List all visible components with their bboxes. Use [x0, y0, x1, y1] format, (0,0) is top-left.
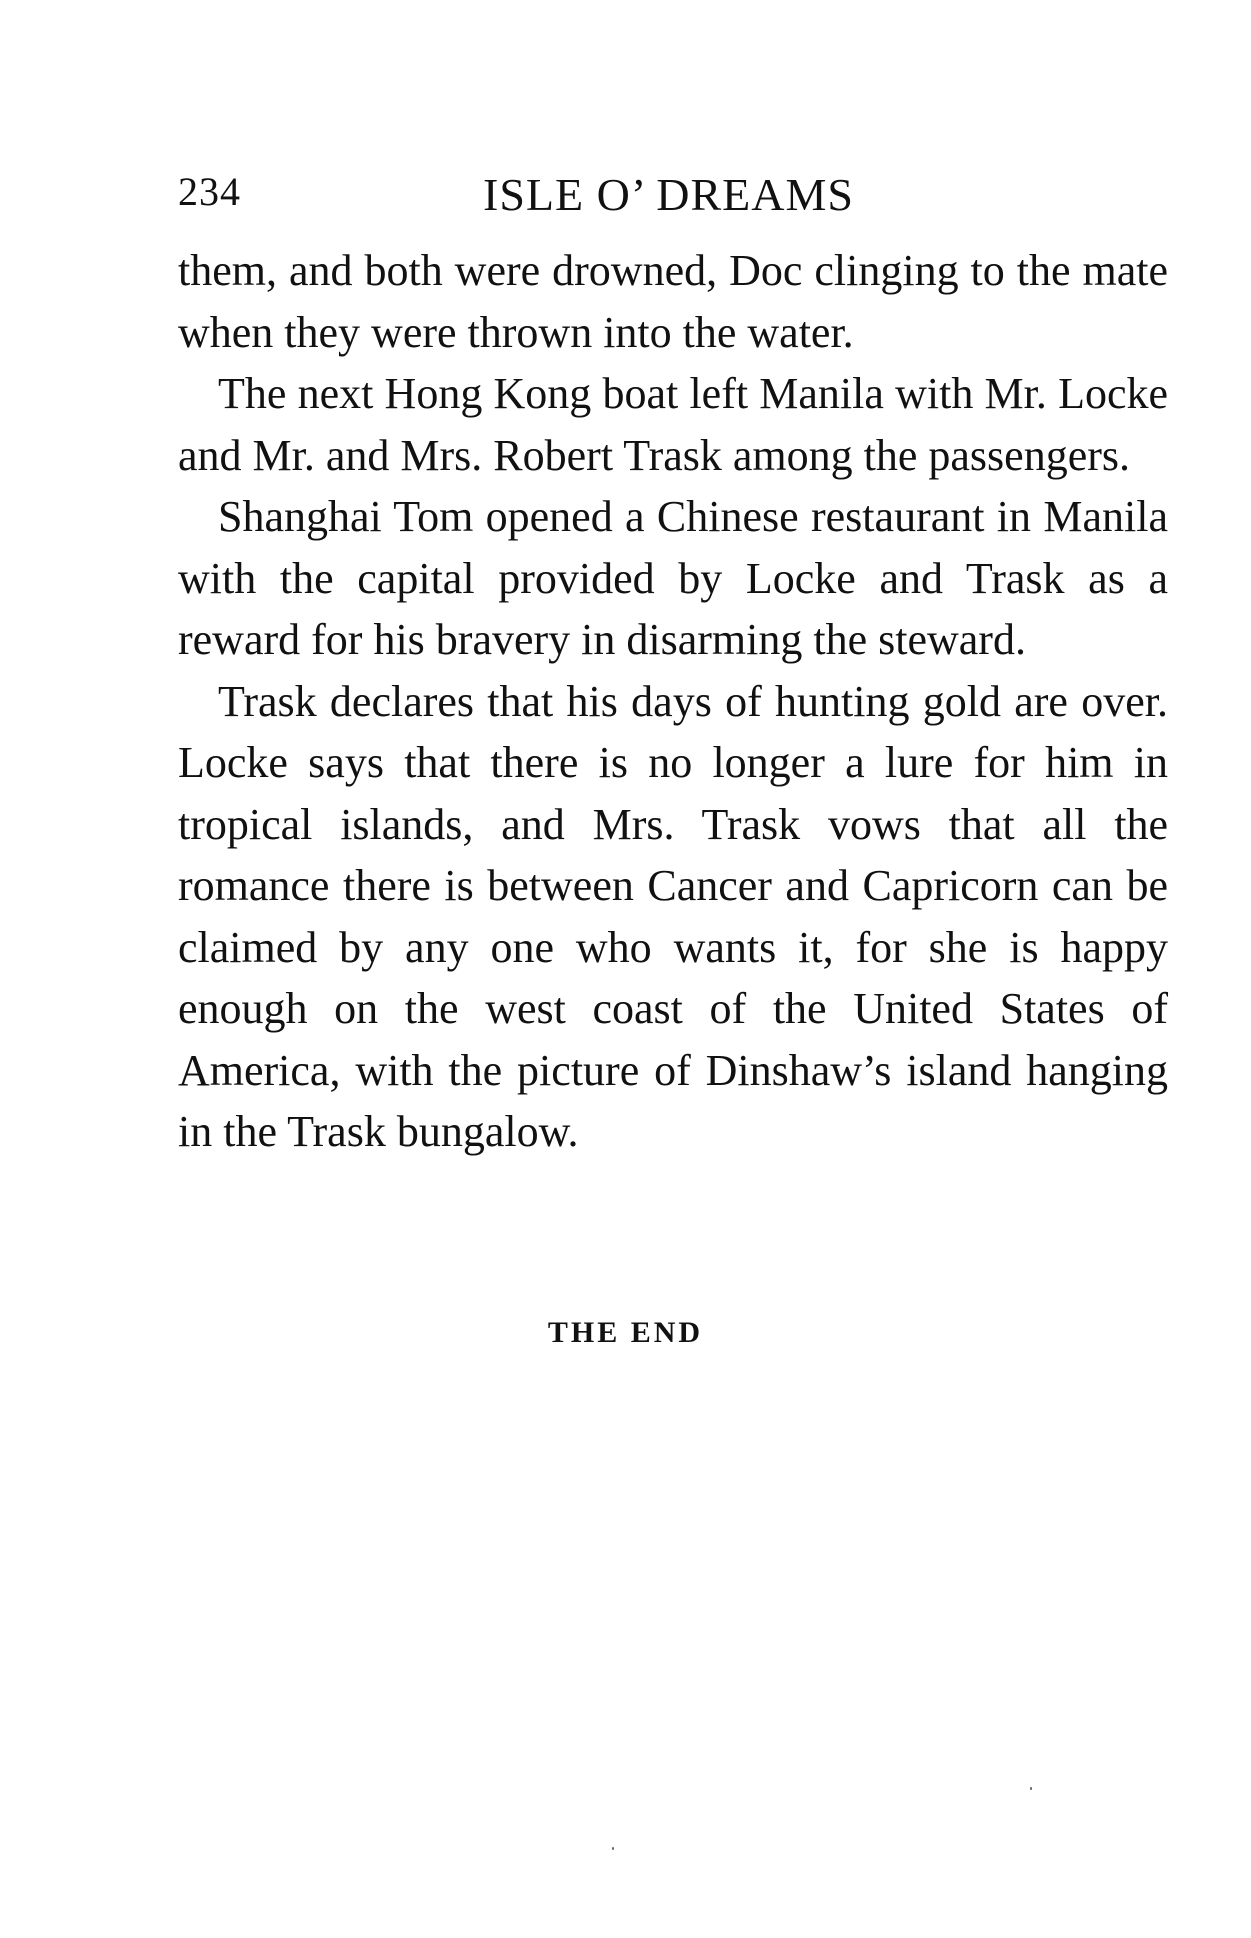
paragraph-shanghai-tom: Shanghai Tom opened a Chinese restaurant in Manila with the capital provided by Locke and Trask as a reward for his bravery in disarming the steward. — [178, 492, 1168, 664]
page-number: 234 — [178, 169, 241, 214]
running-title: ISLE O’ DREAMS — [483, 169, 854, 220]
print-speck — [612, 1847, 614, 1850]
paragraph-continuation: them, and both were drowned, Doc clinging to the mate when they were thrown into the water. — [178, 246, 1168, 357]
running-head — [178, 168, 1168, 228]
paragraph-epilogue: Trask declares that his days of hunting gold are over. Locke says that there is no longer a lure for him in tropical islands, and Mrs. Trask vows that all the romance there is between Cancer and Capricorn can be claimed by any one who wants it, for she is happy enough on the west coast of the United States of America, with the picture of Dinshaw’s island hanging in the Trask bungalow. — [178, 676, 1168, 1156]
print-speck — [1030, 1787, 1032, 1790]
paragraph-departure: The next Hong Kong boat left Manila with Mr. Locke and Mr. and Mrs. Robert Trask among the passengers. — [178, 369, 1168, 480]
the-end-mark: THE END — [547, 1316, 704, 1349]
body-text — [178, 240, 1168, 1163]
